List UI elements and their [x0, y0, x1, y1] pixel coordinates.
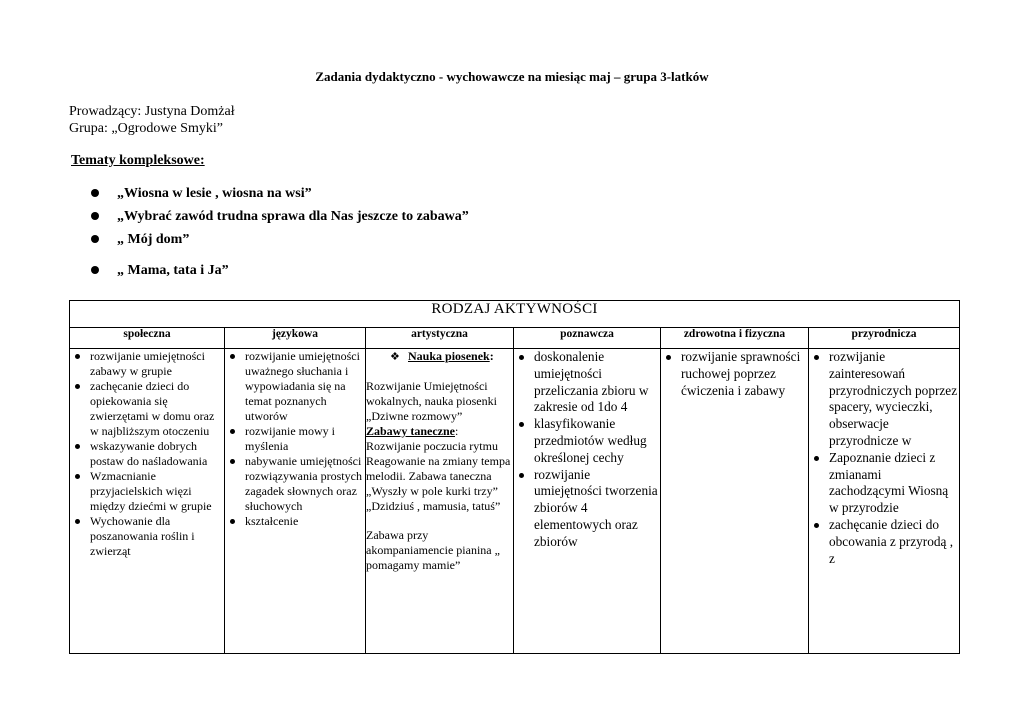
- nauka-text: Rozwijanie Umiejętności wokalnych, nauka piosenki „Dziwne rozmowy”: [366, 379, 497, 423]
- list-item: Wychowanie dla poszanowania roślin i zwierząt: [70, 514, 224, 559]
- column-header: przyrodnicza: [809, 328, 960, 349]
- document-meta: [69, 103, 235, 137]
- cell-przyrodnicza: [809, 349, 960, 654]
- bullet-icon: [230, 354, 235, 359]
- list-item: rozwijanie umiejętności zabawy w grupie: [70, 349, 224, 379]
- column-header: zdrowotna i fizyczna: [661, 328, 809, 349]
- list-item: Zapoznanie dzieci z zmianami zachodzącymi Wiosną w przyrodzie: [809, 450, 959, 517]
- topics-list: [91, 185, 469, 285]
- list-item: rozwijanie umiejętności tworzenia zbiorów 4 elementowych oraz zbiorów: [514, 467, 660, 551]
- bullet-icon: [75, 384, 80, 389]
- bullet-icon: [75, 519, 80, 524]
- group-line: Grupa: „Ogrodowe Smyki”: [69, 121, 223, 136]
- bullet-icon: [75, 474, 80, 479]
- topic-text: „ Mój dom”: [117, 232, 190, 247]
- bullet-icon: [519, 422, 524, 427]
- cell-poznawcza: [514, 349, 661, 654]
- list-item: rozwijanie sprawności ruchowej poprzez ćwiczenia i zabawy: [661, 349, 808, 399]
- column-header: społeczna: [70, 328, 225, 349]
- list-item: kształcenie: [225, 514, 365, 529]
- activities-table: [69, 300, 960, 654]
- zabawy-heading: Zabawy taneczne: [366, 424, 455, 438]
- topic-text: „ Mama, tata i Ja”: [117, 263, 229, 278]
- nauka-heading-line: ❖ Nauka piosenek:: [390, 349, 494, 363]
- piano-text: Zabawa przy akompaniamencie pianina „ pomagamy mamie”: [366, 528, 500, 572]
- list-item: doskonalenie umiejętności przeliczania zbioru w zakresie od 1do 4: [514, 349, 660, 416]
- bullet-icon: [814, 523, 819, 528]
- topic-item: [91, 208, 469, 231]
- zabawy-text: Rozwijanie poczucia rytmu Reagowanie na zmiany tempa melodii. Zabawa taneczna „Wyszły w pole kurki trzy” „Dzidziuś , mamusia, tatuś”: [366, 439, 511, 513]
- bullet-icon: [519, 473, 524, 478]
- list-item: zachęcanie dzieci do opiekowania się zwierzętami w domu oraz w najbliższym otoczeniu: [70, 379, 224, 439]
- document-title: Zadania dydaktyczno - wychowawcze na miesiąc maj – grupa 3-latków: [315, 69, 709, 84]
- list-item: wskazywanie dobrych postaw do naśladowania: [70, 439, 224, 469]
- topics-heading: Tematy kompleksowe:: [71, 153, 205, 168]
- topic-item: [91, 262, 469, 285]
- column-header: poznawcza: [514, 328, 661, 349]
- bullet-icon: [230, 429, 235, 434]
- cell-artystyczna: ❖ Nauka piosenek: Rozwijanie Umiejętności wokalnych, nauka piosenki „Dziwne rozmowy” Zabawy taneczne: Rozwijanie poczucia rytmu Reagowanie na zmiany tempa melodii. Zabawa taneczna „Wyszły w pole kurki trzy” „Dzidziuś , mamusia, tatuś” Zabawa przy akompaniamencie pianina „ pomagamy mamie”: [366, 349, 514, 654]
- column-header: językowa: [225, 328, 366, 349]
- bullet-icon: [814, 456, 819, 461]
- list-item: klasyfikowanie przedmiotów według określonej cechy: [514, 416, 660, 466]
- bullet-icon: [91, 266, 99, 274]
- cell-zdrowotna: [661, 349, 809, 654]
- cell-jezykowa: [225, 349, 366, 654]
- bullet-icon: [230, 519, 235, 524]
- bullet-icon: [91, 212, 99, 220]
- list-item: Wzmacnianie przyjacielskich więzi między dziećmi w grupie: [70, 469, 224, 514]
- table-heading: RODZAJ AKTYWNOŚCI: [70, 301, 960, 328]
- nauka-heading: Nauka piosenek: [408, 349, 490, 363]
- list-item: rozwijanie zainteresowań przyrodniczych poprzez spacery, wycieczki, obserwacje przyrodnicze w: [809, 349, 959, 450]
- bullet-icon: [91, 189, 99, 197]
- bullet-icon: [75, 354, 80, 359]
- leader-line: Prowadzący: Justyna Domżał: [69, 104, 235, 119]
- list-item: nabywanie umiejętności rozwiązywania prostych zagadek słownych oraz słuchowych: [225, 454, 365, 514]
- bullet-icon: [75, 444, 80, 449]
- list-item: zachęcanie dzieci do obcowania z przyrodą , z: [809, 517, 959, 567]
- list-item: rozwijanie mowy i myślenia: [225, 424, 365, 454]
- bullet-icon: [519, 355, 524, 360]
- topic-text: „Wybrać zawód trudna sprawa dla Nas jeszcze to zabawa”: [117, 209, 469, 224]
- cell-spoleczna: [70, 349, 225, 654]
- list-item: rozwijanie umiejętności uważnego słuchania i wypowiadania się na temat poznanych utworów: [225, 349, 365, 424]
- column-header: artystyczna: [366, 328, 514, 349]
- diamond-bullet-icon: ❖: [390, 351, 400, 363]
- bullet-icon: [91, 235, 99, 243]
- bullet-icon: [814, 355, 819, 360]
- topic-item: [91, 185, 469, 208]
- bullet-icon: [230, 459, 235, 464]
- topic-text: „Wiosna w lesie , wiosna na wsi”: [117, 186, 312, 201]
- bullet-icon: [666, 355, 671, 360]
- topic-item: [91, 231, 469, 254]
